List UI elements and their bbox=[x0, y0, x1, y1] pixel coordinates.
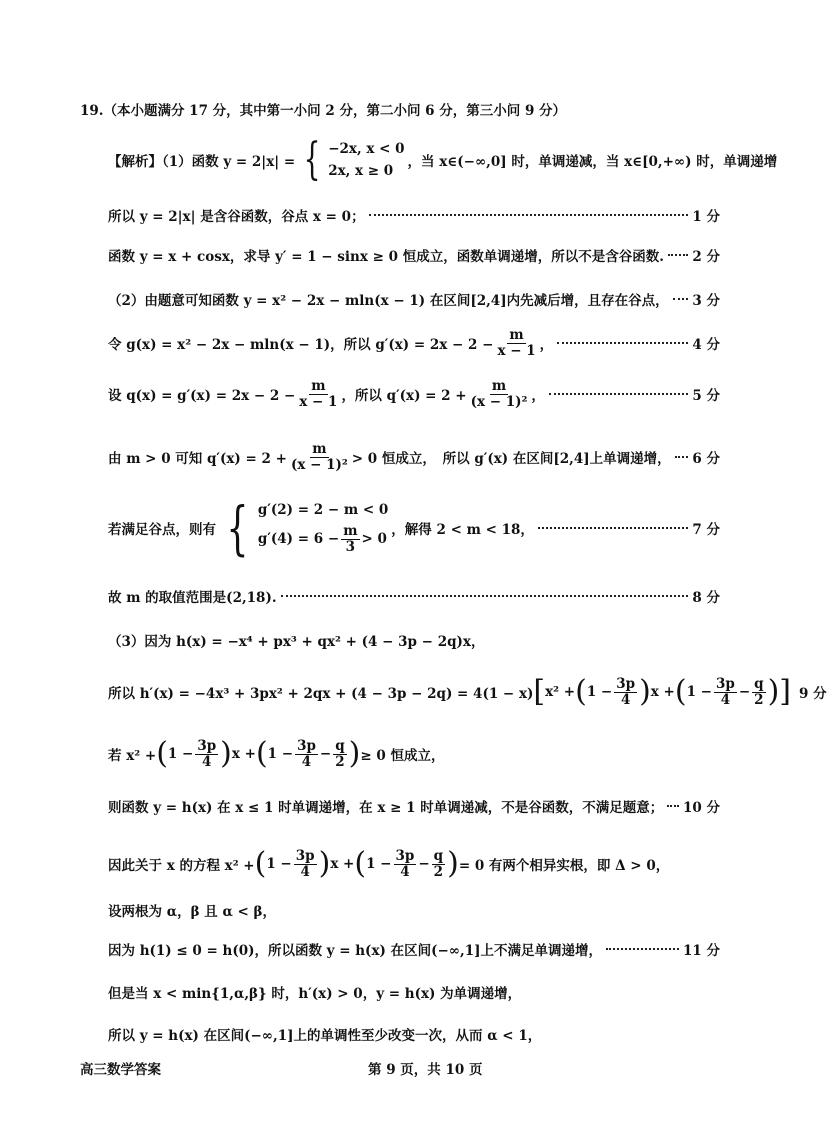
fraction: $\frac{3p}{4}$ bbox=[197, 737, 217, 770]
line-score-2: 函数 y = x + cosx，求导 y′ = 1 − sinx ≥ 0 恒成立，函数单调递增，所以不是含谷函数. 2 分 bbox=[108, 249, 720, 265]
fraction: $\frac{3p}{4}$ bbox=[395, 847, 415, 880]
line-score-1: 所以 y = 2|x| 是含谷函数，谷点 x = 0； 1 分 bbox=[108, 209, 720, 225]
line-roots: 设两根为 α，β 且 α < β， bbox=[108, 904, 277, 920]
fraction: $\frac{m}{x - 1}$ bbox=[299, 377, 338, 410]
dot-leader bbox=[557, 342, 688, 344]
fraction: $\frac{q}{2}$ bbox=[754, 675, 764, 708]
line-score-11: 因为 h(1) ≤ 0 = h(0)，所以函数 y = h(x) 在区间(−∞,1]上不满足单调递增， 11 分 bbox=[108, 943, 720, 959]
footer-title: 高三数学答案 bbox=[80, 1062, 161, 1078]
line-score-7: 若满足谷点，则有 { g′(2) = 2 − m < 0 g′(4) = 6 − $\frac{m}{3}$ > 0 ，解得 2 < m < 18， 7 分 bbox=[108, 494, 720, 562]
dot-leader bbox=[281, 595, 689, 597]
question-header: 19.（本小题满分 17 分，其中第一小问 2 分，第二小问 6 分，第三小问 9 分） bbox=[80, 103, 567, 119]
dot-leader bbox=[675, 456, 689, 458]
inequality-system: { g′(2) = 2 − m < 0 g′(4) = 6 − $\frac{m}{3}$ > 0 bbox=[226, 494, 389, 562]
line-score-4: 令 g(x) = x² − 2x − mln(x − 1)，所以 g′(x) = 2x − 2 − $\frac{m}{x - 1}$ ， 4 分 bbox=[108, 326, 720, 359]
line-score-3: （2）由题意可知函数 y = x² − 2x − mln(x − 1) 在区间[2,4]内先减后增，且存在谷点， 3 分 bbox=[108, 293, 720, 309]
dot-leader bbox=[369, 214, 689, 216]
line-score-8: 故 m 的取值范围是(2,18). 8 分 bbox=[108, 590, 720, 606]
line-conclusion: 所以 y = h(x) 在区间(−∞,1]上的单调性至少改变一次，从而 α < 1， bbox=[108, 1028, 542, 1044]
line-equation: 因此关于 x 的方程 x² + ( 1 − $\frac{3p}{4}$ ) x + ( 1 − $\frac{3p}{4}$ − $\frac{q}{2}$ ) = 0 有两个相异实根，即 Δ > 0， bbox=[108, 846, 670, 881]
fraction: $\frac{q}{2}$ bbox=[433, 847, 444, 880]
fraction: $\frac{m}{x - 1}$ bbox=[497, 326, 536, 359]
line-condition: 若 x² + ( 1 − $\frac{3p}{4}$ ) x + ( 1 − $\frac{3p}{4}$ − $\frac{q}{2}$ ) ≥ 0 恒成立， bbox=[108, 736, 445, 771]
line-part3-h: （3）因为 h(x) = −x⁴ + px³ + qx² + (4 − 3p − 2q)x， bbox=[108, 634, 485, 650]
line-score-10: 则函数 y = h(x) 在 x ≤ 1 时单调递增，在 x ≥ 1 时单调递减，不是谷函数，不满足题意； 10 分 bbox=[108, 800, 720, 816]
fraction: $\frac{3p}{4}$ bbox=[295, 847, 315, 880]
dot-leader bbox=[668, 254, 689, 256]
fraction: $\frac{3p}{4}$ bbox=[616, 675, 636, 708]
fraction: $\frac{m}{\text{(x − 1)²}}$ bbox=[290, 440, 348, 473]
line-score-5: 设 q(x) = g′(x) = 2x − 2 − $\frac{m}{x - 1}$ ，所以 q′(x) = 2 + $\frac{m}{\text{(x − 1)²}}$ ， 5 分 bbox=[108, 377, 720, 410]
dot-leader bbox=[606, 948, 679, 950]
dot-leader bbox=[549, 393, 688, 395]
page-number: 第 9 页，共 10 页 bbox=[368, 1062, 483, 1078]
dot-leader bbox=[538, 527, 689, 529]
line-score-9: 所以 h′(x) = −4x³ + 3px² + 2qx + (4 − 3p − 2q) = 4(1 − x) [ x² + ( 1 − $\frac{3p}{4}$ ) x + ( 1 − $\frac{3p}{4}$ − $\frac{q}{2}$ )] 9 分 bbox=[108, 674, 827, 709]
left-brace: { bbox=[303, 134, 321, 185]
dot-leader bbox=[667, 805, 679, 807]
fraction: $\frac{m}{3}$ bbox=[343, 522, 358, 555]
fraction: $\frac{q}{2}$ bbox=[335, 737, 345, 770]
piecewise-cases: { −2x, x < 0 2x, x ≥ 0 bbox=[303, 134, 405, 185]
line-part1-definition: 【解析】（1）函数 y = 2|x| = { −2x, x < 0 2x, x ≥ 0 ，当 x∈(−∞,0] 时，单调递减，当 x∈[0,+∞) 时，单调递增 bbox=[108, 134, 778, 185]
line-score-6: 由 m > 0 可知 q′(x) = 2 + $\frac{m}{\text{(x − 1)²}}$ > 0 恒成立， 所以 g′(x) 在区间[2,4]上单调递增， 6 分 bbox=[108, 440, 720, 473]
dot-leader bbox=[673, 298, 689, 300]
left-brace: { bbox=[226, 494, 249, 562]
fraction: $\frac{3p}{4}$ bbox=[297, 737, 316, 770]
fraction: $\frac{3p}{4}$ bbox=[715, 675, 735, 708]
fraction: $\frac{m}{\text{(x − 1)²}}$ bbox=[470, 377, 528, 410]
line-monotonic: 但是当 x < min{1,α,β} 时，h′(x) > 0，y = h(x) 为单调递增， bbox=[108, 986, 522, 1002]
